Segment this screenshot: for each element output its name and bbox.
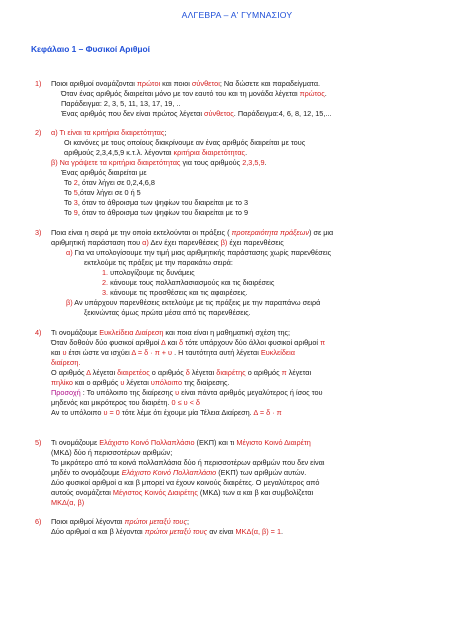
answer-line: Αν το υπόλοιπο υ = 0 τότε λέμε ότι έχουμε μία Τέλεια Διαίρεση. Δ = δ · π bbox=[51, 408, 282, 417]
rule-item: Το 5,όταν λήγει σε 0 ή 5 bbox=[64, 188, 141, 197]
question-number: 4) bbox=[35, 328, 42, 337]
formula: Δ = δ · π + υ bbox=[131, 348, 173, 357]
answer-line: Όταν δοθούν δύο φυσικοί αριθμοί Δ και δ τότε υπάρχουν δύο άλλοι φυσικοί αριθμοί π bbox=[51, 338, 326, 347]
answer-line: ξεκινώντας όμως πρώτα μέσα από τις παρενθέσεις. bbox=[84, 308, 251, 317]
answer-line: Το μικρότερο από τα κοινά πολλαπλάσια δύο ή περισσοτέρων αριθμών που δεν είναι bbox=[51, 458, 325, 467]
answer-line: Δύο φυσικοί αριθμοί α και β μπορεί να έχουν κοινούς διαιρέτες. Ο μεγαλύτερος από bbox=[51, 478, 320, 487]
answer-line: Ο αριθμός Δ λέγεται διαιρετέος ο αριθμός δ λέγεται διαιρέτης ο αριθμός π λέγεται bbox=[51, 368, 312, 377]
question-number: 6) bbox=[35, 517, 42, 526]
page-title: ΑΛΓΕΒΡΑ – Α' ΓΥΜΝΑΣΙΟΥ bbox=[181, 10, 293, 20]
question-number: 2) bbox=[35, 128, 42, 137]
question-text: (ΜΚΔ) δύο ή περισσοτέρων αριθμών; bbox=[51, 448, 173, 457]
answer-line: διαίρεση. bbox=[51, 358, 81, 367]
answer-line: Προσοχή : Το υπόλοιπο της διαίρεσης υ είναι πάντα αριθμός μεγαλύτερος ή ίσος του bbox=[51, 388, 323, 397]
question-text: Τι ονομάζουμε Ελάχιστο Κοινό Πολλαπλάσιο (ΕΚΠ) και τι Μέγιστο Κοινό Διαιρέτη bbox=[51, 438, 311, 447]
formula: 0 ≤ υ < δ bbox=[171, 398, 200, 407]
rule-item: Το 2, όταν λήγει σε 0,2,4,6,8 bbox=[64, 178, 155, 187]
step-item: 2. κάνουμε τους πολλαπλασιασμούς και τις διαιρέσεις bbox=[102, 278, 275, 287]
answer-line: Δύο αριθμοί α και β λέγονται πρώτοι μεταξύ τους αν είναι ΜΚΔ(α, β) = 1. bbox=[51, 527, 284, 536]
question-text: β) Να γράψετε τα κριτήρια διαιρετότητας για τους αριθμούς 2,3,5,9. bbox=[51, 158, 267, 167]
term-primes: πρώτοι bbox=[136, 79, 161, 88]
step-item: 3. κάνουμε τις προσθέσεις και τις αφαιρέσεις. bbox=[102, 288, 248, 297]
answer-line: αριθμούς 2,3,4,5,9 κ.τ.λ. λέγονται κριτήρια διαιρετότητας. bbox=[64, 148, 248, 157]
answer-line: Οι κανόνες με τους οποίους διακρίνουμε αν ένας αριθμός διαιρείται με τους bbox=[64, 138, 306, 147]
question-number: 1) bbox=[35, 79, 42, 88]
answer-line: μηδέν το ονομάζουμε Ελάχιστο Κοινό Πολλαπλάσιο (ΕΚΠ) των αριθμών αυτών. bbox=[51, 468, 307, 477]
question-text: Ποιοι αριθμοί ονομάζονται πρώτοι και ποιοι σύνθετοι; Να δώσετε και παραδείγματα. bbox=[51, 79, 321, 88]
answer-line: Ένας αριθμός που δεν είναι πρώτος λέγεται σύνθετος. Παράδειγμα:4, 6, 8, 12, 15,... bbox=[61, 109, 332, 118]
question-number: 5) bbox=[35, 438, 42, 447]
answer-line: β) Αν υπάρχουν παρενθέσεις εκτελούμε με τις πράξεις με την παραπάνω σειρά bbox=[66, 298, 321, 307]
formula: Δ = δ · π bbox=[253, 408, 282, 417]
term-composite: σύνθετοι bbox=[191, 79, 220, 88]
answer-line: μηδενός και μικρότερος του διαιρέτη. 0 ≤ υ < δ bbox=[51, 398, 200, 407]
answer-line: Όταν ένας αριθμός διαιρείται μόνο με τον εαυτό του και τη μονάδα λέγεται πρώτος. bbox=[61, 89, 327, 98]
rule-item: Το 3, όταν το άθροισμα των ψηφίων του διαιρείται με το 3 bbox=[64, 198, 249, 207]
answer-line: πηλίκο και ο αριθμός υ λέγεται υπόλοιπο της διαίρεσης. bbox=[51, 378, 230, 387]
rule-item: Το 9, όταν το άθροισμα των ψηφίων του διαιρείται με το 9 bbox=[64, 208, 249, 217]
answer-line: αυτούς ονομάζεται Μέγιστος Κοινός Διαιρέτης (ΜΚΔ) των α και β και συμβολίζεται bbox=[51, 488, 314, 497]
question-number: 3) bbox=[35, 228, 42, 237]
chapter-heading: Κεφάλαιο 1 – Φυσικοί Αριθμοί bbox=[31, 44, 150, 54]
question-text: Τι ονομάζουμε Ευκλείδεια Διαίρεση και ποια είναι η μαθηματική σχέση της; bbox=[51, 328, 291, 337]
question-text: αριθμητική παράσταση που α) Δεν έχει παρενθέσεις β) έχει παρενθέσεις bbox=[51, 238, 284, 247]
step-item: 1. υπολογίζουμε τις δυνάμεις bbox=[102, 268, 195, 277]
note-label: Προσοχή bbox=[51, 388, 81, 397]
answer-line: Παράδειγμα: 2, 3, 5, 11, 13, 17, 19, .. bbox=[61, 99, 181, 108]
answer-line: εκτελούμε τις πράξεις με την παρακάτω σειρά: bbox=[84, 258, 233, 267]
question-text: Ποιοι αριθμοί λέγονται πρώτοι μεταξύ τους; bbox=[51, 517, 190, 526]
question-text: α) Τι είναι τα κριτήρια διαιρετότητας; bbox=[51, 128, 167, 137]
question-text: Ποια είναι η σειρά με την οποία εκτελούνται οι πράξεις ( προτεραιότητα πράξεων) σε μια bbox=[51, 228, 334, 237]
answer-line: α) Για να υπολογίσουμε την τιμή μιας αριθμητικής παράστασης χωρίς παρενθέσεις bbox=[66, 248, 332, 257]
answer-line: και υ έτσι ώστε να ισχύει Δ = δ · π + υ . Η ταυτότητα αυτή λέγεται Ευκλείδεια bbox=[51, 348, 296, 357]
formula: ΜΚΔ(α, β) = 1 bbox=[235, 527, 282, 536]
answer-line: ΜΚΔ(α, β) bbox=[51, 498, 85, 507]
answer-line: Ένας αριθμός διαιρείται με bbox=[61, 168, 147, 177]
